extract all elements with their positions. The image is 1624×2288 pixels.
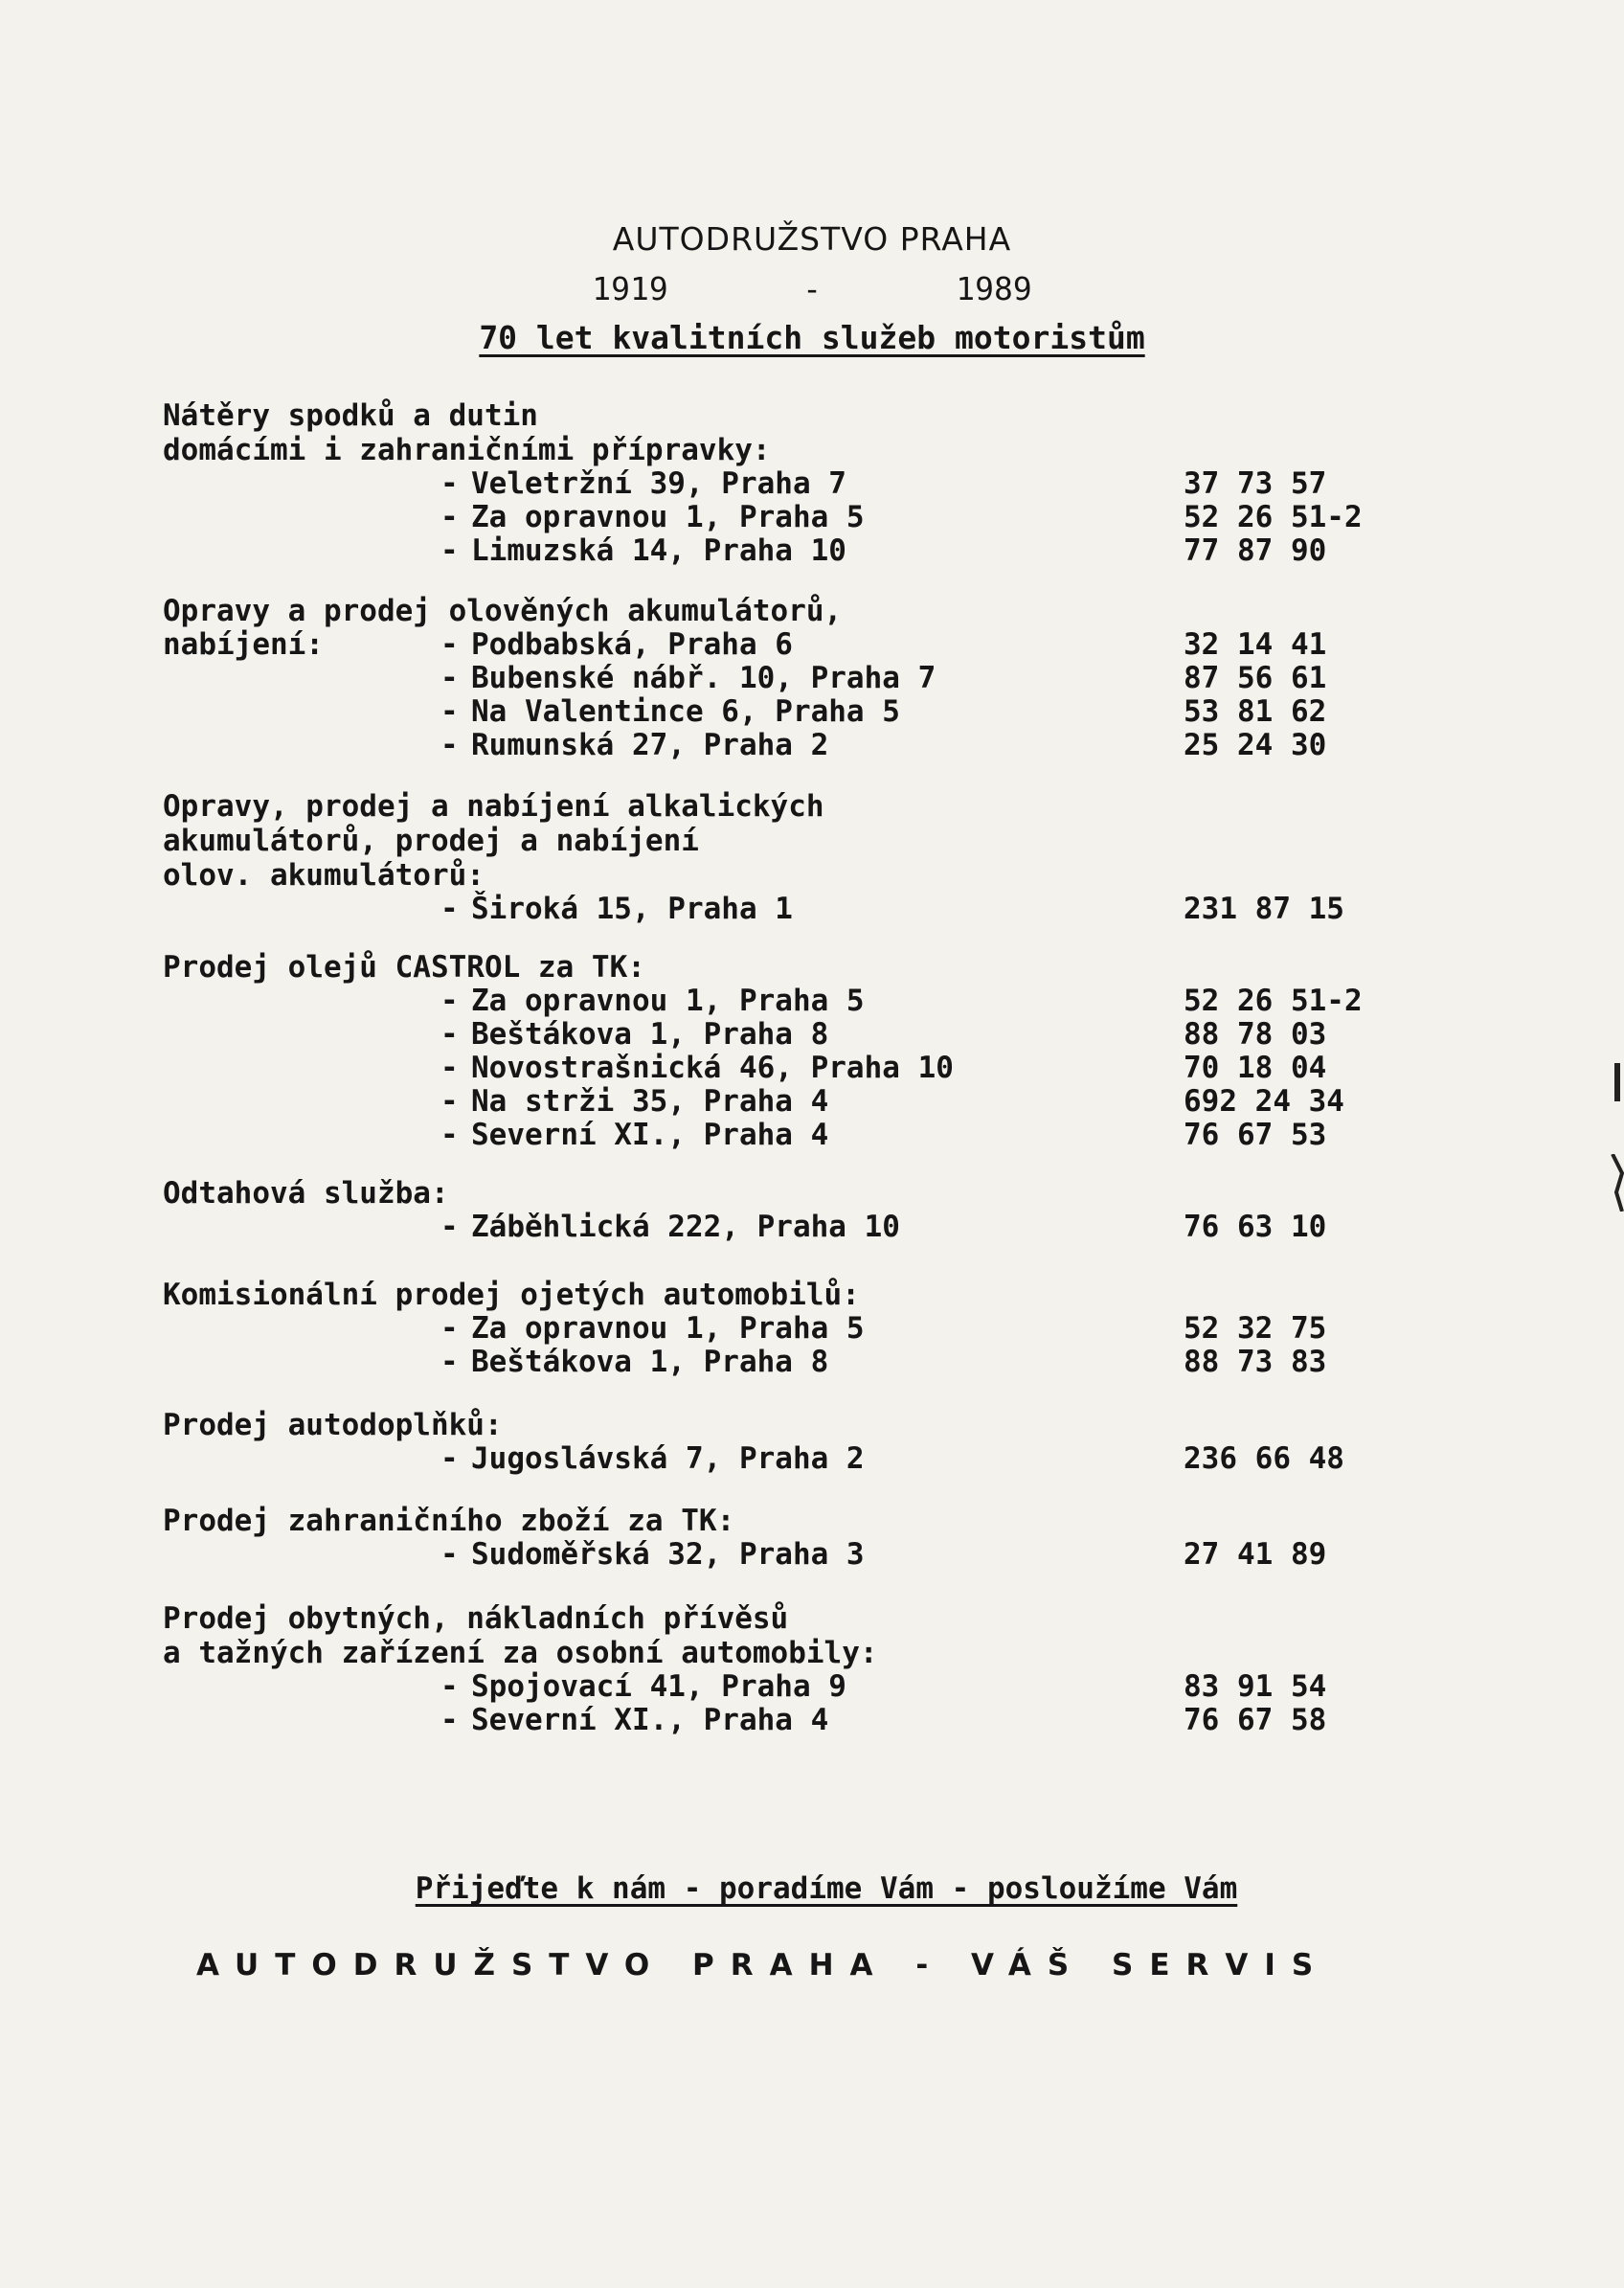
address: Na strži 35, Praha 4: [471, 1084, 829, 1119]
list-item: [163, 695, 1427, 729]
address: Limuzská 14, Praha 10: [471, 533, 846, 568]
list-item: [163, 1211, 1427, 1244]
dash: -: [440, 892, 459, 926]
phone: 52 26 51-2: [1184, 500, 1363, 534]
address: Za opravnou 1, Praha 5: [471, 1311, 865, 1346]
footer-brand-line: AUTODRUŽSTVO PRAHA - VÁŠ SERVIS: [196, 1948, 1330, 1982]
year-end: 1989: [956, 270, 1032, 307]
dash: -: [440, 500, 459, 534]
section-lead-batteries: [163, 594, 1427, 762]
list-item: [163, 1670, 1427, 1704]
phone: 52 32 75: [1184, 1311, 1327, 1346]
dash: -: [440, 1311, 459, 1346]
phone: 83 91 54: [1184, 1669, 1327, 1704]
list-item: [163, 729, 1427, 762]
section-title: Opravy a prodej olověných akumulátorů,: [163, 594, 843, 628]
list-item: [163, 1018, 1427, 1052]
list-item: [163, 534, 1427, 568]
phone: 77 87 90: [1184, 533, 1327, 568]
address: Beštákova 1, Praha 8: [471, 1345, 829, 1379]
dash: -: [440, 533, 459, 568]
address: Novostrašnická 46, Praha 10: [471, 1051, 954, 1085]
footer-slogan: [0, 1871, 1624, 1906]
slogan-text: Přijeďte k nám - poradíme Vám - posloužíme Vám: [415, 1871, 1238, 1906]
list-item: [163, 1704, 1427, 1737]
dash: -: [440, 728, 459, 762]
motto-text: 70 let kvalitních služeb motoristům: [479, 319, 1145, 356]
phone: 76 67 53: [1184, 1118, 1327, 1152]
phone: 53 81 62: [1184, 694, 1327, 729]
section-title: Prodej zahraničního zboží za TK:: [163, 1504, 735, 1538]
section-coating: [163, 398, 1427, 568]
section-castrol-oils: [163, 950, 1427, 1152]
address: Za opravnou 1, Praha 5: [471, 984, 865, 1018]
address: Sudoměřská 32, Praha 3: [471, 1537, 865, 1572]
list-item: [163, 1119, 1427, 1152]
section-alkaline-batteries: [163, 789, 1427, 926]
address: Jugoslávská 7, Praha 2: [471, 1441, 865, 1476]
list-item: [163, 501, 1427, 534]
list-item: [163, 628, 1427, 662]
phone: 231 87 15: [1184, 892, 1344, 926]
list-item: [163, 985, 1427, 1018]
section-title: Opravy, prodej a nabíjení alkalických akumulátorů, prodej a nabíjení olov. akumulátorů:: [163, 789, 824, 893]
address: Severní XI., Praha 4: [471, 1703, 829, 1737]
header-years: [0, 270, 1624, 307]
edge-mark: [1611, 1063, 1624, 1101]
section-towing: [163, 1176, 1427, 1244]
address: Severní XI., Praha 4: [471, 1118, 829, 1152]
edge-mark: [1611, 1154, 1624, 1212]
list-item: [163, 1312, 1427, 1346]
section-title: Komisionální prodej ojetých automobilů:: [163, 1278, 860, 1312]
dash: -: [440, 984, 459, 1018]
phone: 27 41 89: [1184, 1537, 1327, 1572]
list-item: [163, 893, 1427, 926]
section-trailers: [163, 1601, 1427, 1737]
phone: 76 63 10: [1184, 1210, 1327, 1244]
header-motto: [0, 319, 1624, 356]
address: Spojovací 41, Praha 9: [471, 1669, 846, 1704]
address: Beštákova 1, Praha 8: [471, 1017, 829, 1052]
dash: -: [440, 1051, 459, 1085]
address: Za opravnou 1, Praha 5: [471, 500, 865, 534]
dash: -: [440, 694, 459, 729]
section-accessories: [163, 1408, 1427, 1476]
list-item: [163, 1346, 1427, 1379]
address: Podbabská, Praha 6: [471, 627, 793, 662]
section-title: Prodej olejů CASTROL za TK:: [163, 950, 645, 985]
phone: 88 73 83: [1184, 1345, 1327, 1379]
dash: -: [440, 661, 459, 695]
dash: -: [440, 466, 459, 501]
list-item: [163, 467, 1427, 501]
phone: 236 66 48: [1184, 1441, 1344, 1476]
phone: 88 78 03: [1184, 1017, 1327, 1052]
section-foreign-goods: [163, 1504, 1427, 1572]
dash: -: [440, 1537, 459, 1572]
list-item: [163, 1052, 1427, 1085]
dash: -: [440, 1084, 459, 1119]
address: Rumunská 27, Praha 2: [471, 728, 829, 762]
dash: -: [440, 1669, 459, 1704]
dash: -: [440, 1118, 459, 1152]
section-title: Nátěry spodků a dutin domácími i zahraničními přípravky:: [163, 398, 771, 467]
phone: 37 73 57: [1184, 466, 1327, 501]
list-item: [163, 1085, 1427, 1119]
address: Veletržní 39, Praha 7: [471, 466, 846, 501]
dash: -: [440, 1345, 459, 1379]
list-item: [163, 662, 1427, 695]
address: Záběhlická 222, Praha 10: [471, 1210, 900, 1244]
list-item: [163, 1442, 1427, 1476]
phone: 32 14 41: [1184, 627, 1327, 662]
section-used-cars: [163, 1278, 1427, 1379]
header-title: AUTODRUŽSTVO PRAHA: [612, 220, 1012, 258]
section-title: Prodej obytných, nákladních přívěsů a tažných zařízení za osobní automobily:: [163, 1601, 878, 1670]
section-title: Prodej autodoplňků:: [163, 1408, 503, 1442]
dash: -: [440, 1210, 459, 1244]
dash: -: [440, 1703, 459, 1737]
address: Na Valentince 6, Praha 5: [471, 694, 900, 729]
phone: 70 18 04: [1184, 1051, 1327, 1085]
section-title: Odtahová služba:: [163, 1176, 449, 1211]
dash: -: [440, 627, 459, 662]
dash: -: [440, 1441, 459, 1476]
address: Široká 15, Praha 1: [471, 892, 793, 926]
row-lead: nabíjení:: [163, 627, 324, 662]
phone: 692 24 34: [1184, 1084, 1344, 1119]
year-start: 1919: [592, 270, 668, 307]
dash: -: [440, 1017, 459, 1052]
phone: 25 24 30: [1184, 728, 1327, 762]
phone: 87 56 61: [1184, 661, 1327, 695]
phone: 76 67 58: [1184, 1703, 1327, 1737]
phone: 52 26 51-2: [1184, 984, 1363, 1018]
list-item: [163, 1538, 1427, 1572]
address: Bubenské nábř. 10, Praha 7: [471, 661, 936, 695]
year-dash: -: [802, 270, 822, 307]
